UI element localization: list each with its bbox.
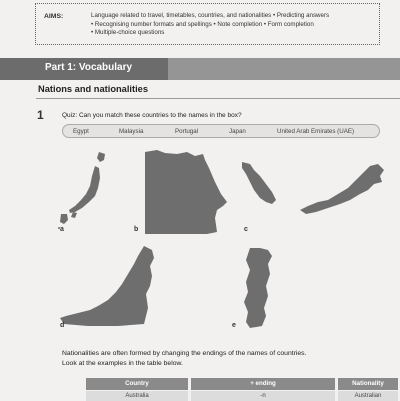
table-cell: Australia bbox=[86, 391, 188, 401]
section-divider bbox=[36, 98, 400, 99]
part-title: Part 1: Vocabulary bbox=[45, 62, 133, 73]
question-number: 1 bbox=[37, 108, 44, 122]
aims-list bbox=[91, 12, 381, 38]
word-box-item: Malaysia bbox=[119, 128, 144, 135]
table-header-nationality: Nationality bbox=[338, 378, 398, 390]
word-box bbox=[62, 124, 380, 138]
map-d-uae bbox=[58, 244, 158, 328]
word-box-item: United Arab Emirates (UAE) bbox=[277, 128, 355, 135]
map-c-borneo-malaysia bbox=[298, 160, 388, 216]
aims-line: Language related to travel, timetables, countries, and nationalities • Predicting answers bbox=[91, 12, 330, 19]
map-label-c: c bbox=[244, 226, 248, 233]
map-label-d: d bbox=[60, 322, 65, 329]
paragraph-line: Look at the examples in the table below. bbox=[62, 360, 183, 367]
part-banner bbox=[0, 58, 400, 80]
aims-box bbox=[35, 3, 380, 45]
table-header-ending: + ending bbox=[191, 378, 335, 390]
question-text: Quiz: Can you match these countries to the names in the box? bbox=[62, 112, 242, 119]
aims-line: • Recognising number formats and spellings • Note completion • Form completion bbox=[91, 20, 314, 28]
map-label-a: a bbox=[60, 226, 64, 233]
paragraph-line: Nationalities are often formed by changing the endings of the names of countries. bbox=[62, 350, 307, 357]
table-cell: -n bbox=[191, 391, 335, 401]
word-box-item: Portugal bbox=[175, 128, 199, 135]
word-box-item: Egypt bbox=[73, 128, 89, 135]
table-header-country: Country bbox=[86, 378, 188, 390]
map-label-b: b bbox=[134, 226, 139, 233]
map-e-portugal bbox=[240, 246, 280, 330]
aims-line: • Multiple-choice questions bbox=[91, 29, 165, 37]
map-c-peninsular-malaysia bbox=[238, 160, 280, 208]
map-a-japan bbox=[55, 150, 115, 230]
aims-label: AIMS: bbox=[44, 13, 64, 20]
table-cell: Australian bbox=[338, 391, 398, 401]
word-box-item: Japan bbox=[229, 128, 246, 135]
map-label-e: e bbox=[232, 322, 236, 329]
section-title: Nations and nationalities bbox=[38, 84, 149, 94]
map-b-egypt bbox=[143, 148, 229, 236]
